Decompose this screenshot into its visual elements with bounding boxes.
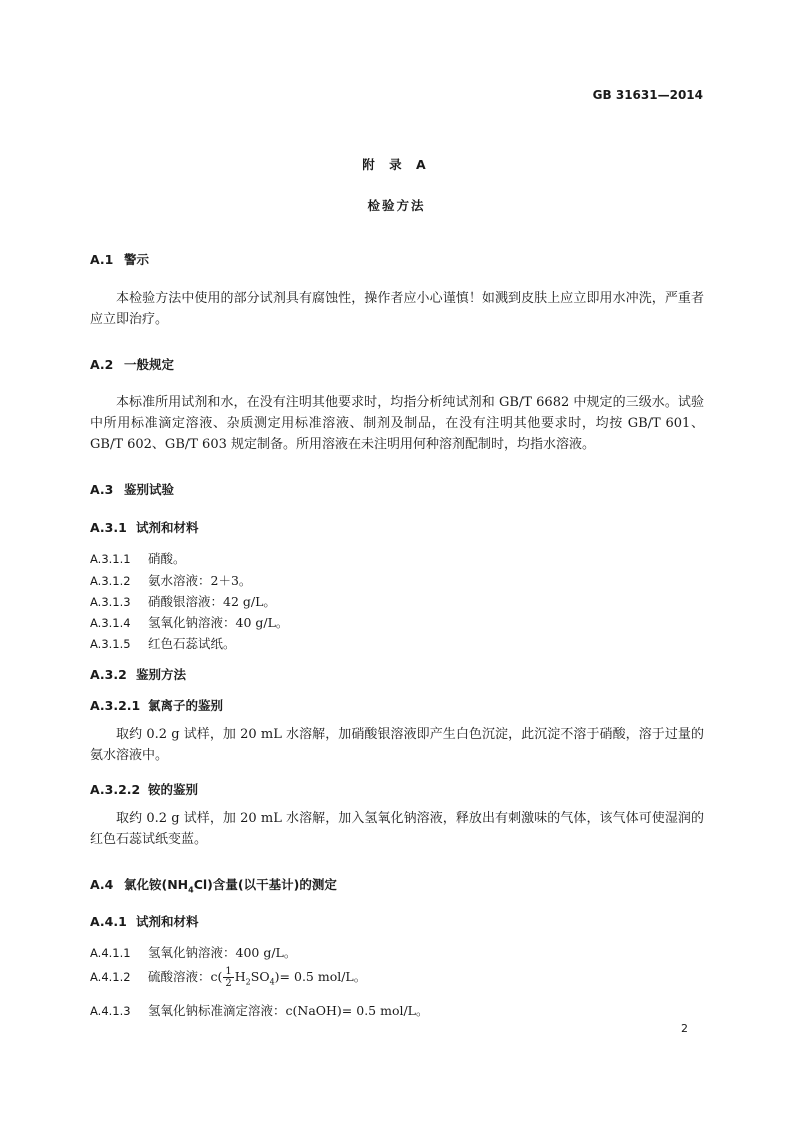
list-item xyxy=(90,943,296,961)
fraction-numerator: 1 xyxy=(225,966,232,977)
section-number: A.3 xyxy=(90,482,114,497)
heading-a4 xyxy=(90,875,337,895)
fraction xyxy=(223,966,233,989)
item-number: A.3.1.5 xyxy=(90,637,131,651)
heading-a322 xyxy=(90,780,198,798)
list-item xyxy=(90,592,276,610)
section-title: 一般规定 xyxy=(124,357,175,372)
list-item xyxy=(90,634,236,652)
section-title-post: Cl)含量(以干基计)的测定 xyxy=(193,877,337,892)
item-text: 红色石蕊试纸。 xyxy=(148,636,236,651)
section-number: A.1 xyxy=(90,252,114,267)
item-text: 氢氧化钠溶液：40 g/L。 xyxy=(148,615,289,630)
page-number: 2 xyxy=(681,1022,688,1035)
item-number: A.4.1.3 xyxy=(90,1004,131,1018)
paragraph-a322: 取约 0.2 g 试样，加 20 mL 水溶解，加入氢氧化钠溶液，释放出有刺激味的气体，该气体可使湿润的红色石蕊试纸变蓝。 xyxy=(90,811,704,847)
heading-a32 xyxy=(90,665,186,683)
section-number: A.4.1 xyxy=(90,914,127,929)
heading-a2 xyxy=(90,355,174,373)
list-item xyxy=(90,571,251,589)
section-title: 氯离子的鉴别 xyxy=(148,698,224,713)
list-item-formula xyxy=(90,966,366,989)
item-text: 硝酸银溶液：42 g/L。 xyxy=(148,594,276,609)
item-text: 硝酸。 xyxy=(148,551,186,566)
item-number: A.4.1.2 xyxy=(90,970,131,984)
item-text: 氢氧化钠溶液：400 g/L。 xyxy=(148,945,297,960)
heading-a41 xyxy=(90,912,199,930)
formula-part: H xyxy=(234,969,246,984)
section-number: A.2 xyxy=(90,357,114,372)
section-title: 试剂和材料 xyxy=(136,914,199,929)
formula-suffix: )= 0.5 mol/L。 xyxy=(274,969,367,984)
section-title: 鉴别方法 xyxy=(136,667,187,682)
item-number: A.3.1.4 xyxy=(90,616,131,630)
subscript: 4 xyxy=(188,885,194,895)
section-title: 警示 xyxy=(124,252,150,267)
section-number: A.3.2 xyxy=(90,667,127,682)
item-number: A.3.1.3 xyxy=(90,595,131,609)
list-item xyxy=(90,549,186,567)
section-title-pre: 氯化铵(NH xyxy=(124,877,189,892)
list-item xyxy=(90,613,288,631)
item-text: 氢氧化钠标准滴定溶液：c(NaOH)= 0.5 mol/L。 xyxy=(148,1003,429,1018)
section-number: A.3.1 xyxy=(90,520,127,535)
fraction-denominator: 2 xyxy=(225,978,232,989)
section-title: 试剂和材料 xyxy=(136,520,199,535)
appendix-label: 附 录 A xyxy=(362,157,431,172)
appendix-title: 检验方法 xyxy=(367,198,426,213)
subscript: 4 xyxy=(269,977,275,987)
section-number: A.4 xyxy=(90,877,114,892)
heading-a321 xyxy=(90,696,223,714)
paragraph-a1: 本检验方法中使用的部分试剂具有腐蚀性，操作者应小心谨慎！如溅到皮肤上应立即用水冲洗，严重者应立即治疗。 xyxy=(90,291,704,327)
heading-a3 xyxy=(90,480,174,498)
item-number: A.3.1.2 xyxy=(90,574,131,588)
list-item xyxy=(90,1001,428,1019)
formula-prefix: 硫酸溶液：c( xyxy=(148,969,223,984)
heading-a1 xyxy=(90,250,149,268)
standard-number: GB 31631—2014 xyxy=(592,88,703,102)
item-text: 氨水溶液：2＋3。 xyxy=(148,573,252,588)
section-number: A.3.2.2 xyxy=(90,782,141,797)
paragraph-a2: 本标准所用试剂和水，在没有注明其他要求时，均指分析纯试剂和 GB/T 6682 中规定的三级水。试验中所用标准滴定溶液、杂质测定用标准溶液、制剂及制品，在没有注明其他要求时，均按 GB/T 601、GB/T 602、GB/T 603 规定制备。所用溶液在未注明用何种溶剂配制时，均指水溶液。 xyxy=(90,395,704,452)
subscript: 2 xyxy=(245,977,251,987)
formula-part: SO xyxy=(250,969,270,984)
item-number: A.4.1.1 xyxy=(90,946,131,960)
paragraph-a321: 取约 0.2 g 试样，加 20 mL 水溶解，加硝酸银溶液即产生白色沉淀，此沉淀不溶于硝酸，溶于过量的氨水溶液中。 xyxy=(90,727,704,763)
section-number: A.3.2.1 xyxy=(90,698,141,713)
heading-a31 xyxy=(90,518,199,536)
section-title: 鉴别试验 xyxy=(124,482,175,497)
item-number: A.3.1.1 xyxy=(90,552,131,566)
section-title: 铵的鉴别 xyxy=(148,782,199,797)
